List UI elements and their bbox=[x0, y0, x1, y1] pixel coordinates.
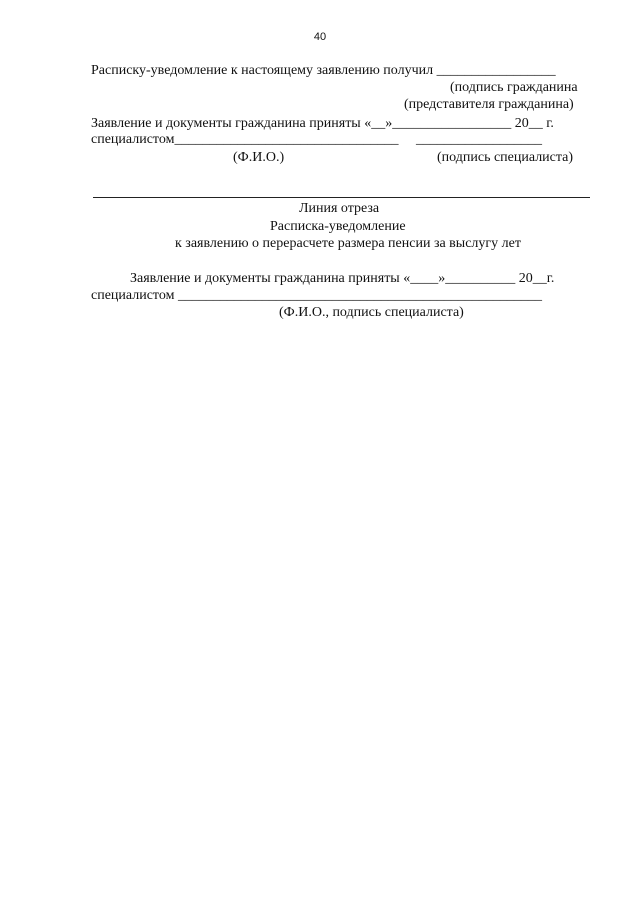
receipt-accepted-line: Заявление и документы гражданина приняты «____»__________ 20__г. bbox=[130, 271, 555, 286]
cut-line-label: Линия отреза bbox=[299, 201, 380, 216]
receipt-subtitle: к заявлению о перерасчете размера пенсии за выслугу лет bbox=[175, 236, 521, 251]
notice-fio-caption: (Ф.И.О.) bbox=[233, 150, 285, 165]
notice-accepted-line: Заявление и документы гражданина приняты «__»_________________ 20__ г. bbox=[91, 116, 554, 131]
receipt-caption: (Ф.И.О., подпись специалиста) bbox=[279, 305, 464, 320]
notice-specialist-signature-caption: (подпись специалиста) bbox=[437, 150, 574, 165]
cut-line bbox=[93, 197, 590, 198]
page-number: 40 bbox=[313, 31, 327, 43]
notice-citizen-signature-caption: (подпись гражданина bbox=[450, 80, 578, 95]
notice-specialist-line: специалистом________________________________ __________________ bbox=[91, 132, 542, 147]
notice-received-line: Расписку-уведомление к настоящему заявлению получил _________________ bbox=[91, 63, 556, 78]
receipt-title: Расписка-уведомление bbox=[270, 219, 406, 234]
receipt-specialist-line: специалистом ____________________________________________________ bbox=[91, 288, 542, 303]
notice-representative-caption: (представителя гражданина) bbox=[404, 97, 574, 112]
